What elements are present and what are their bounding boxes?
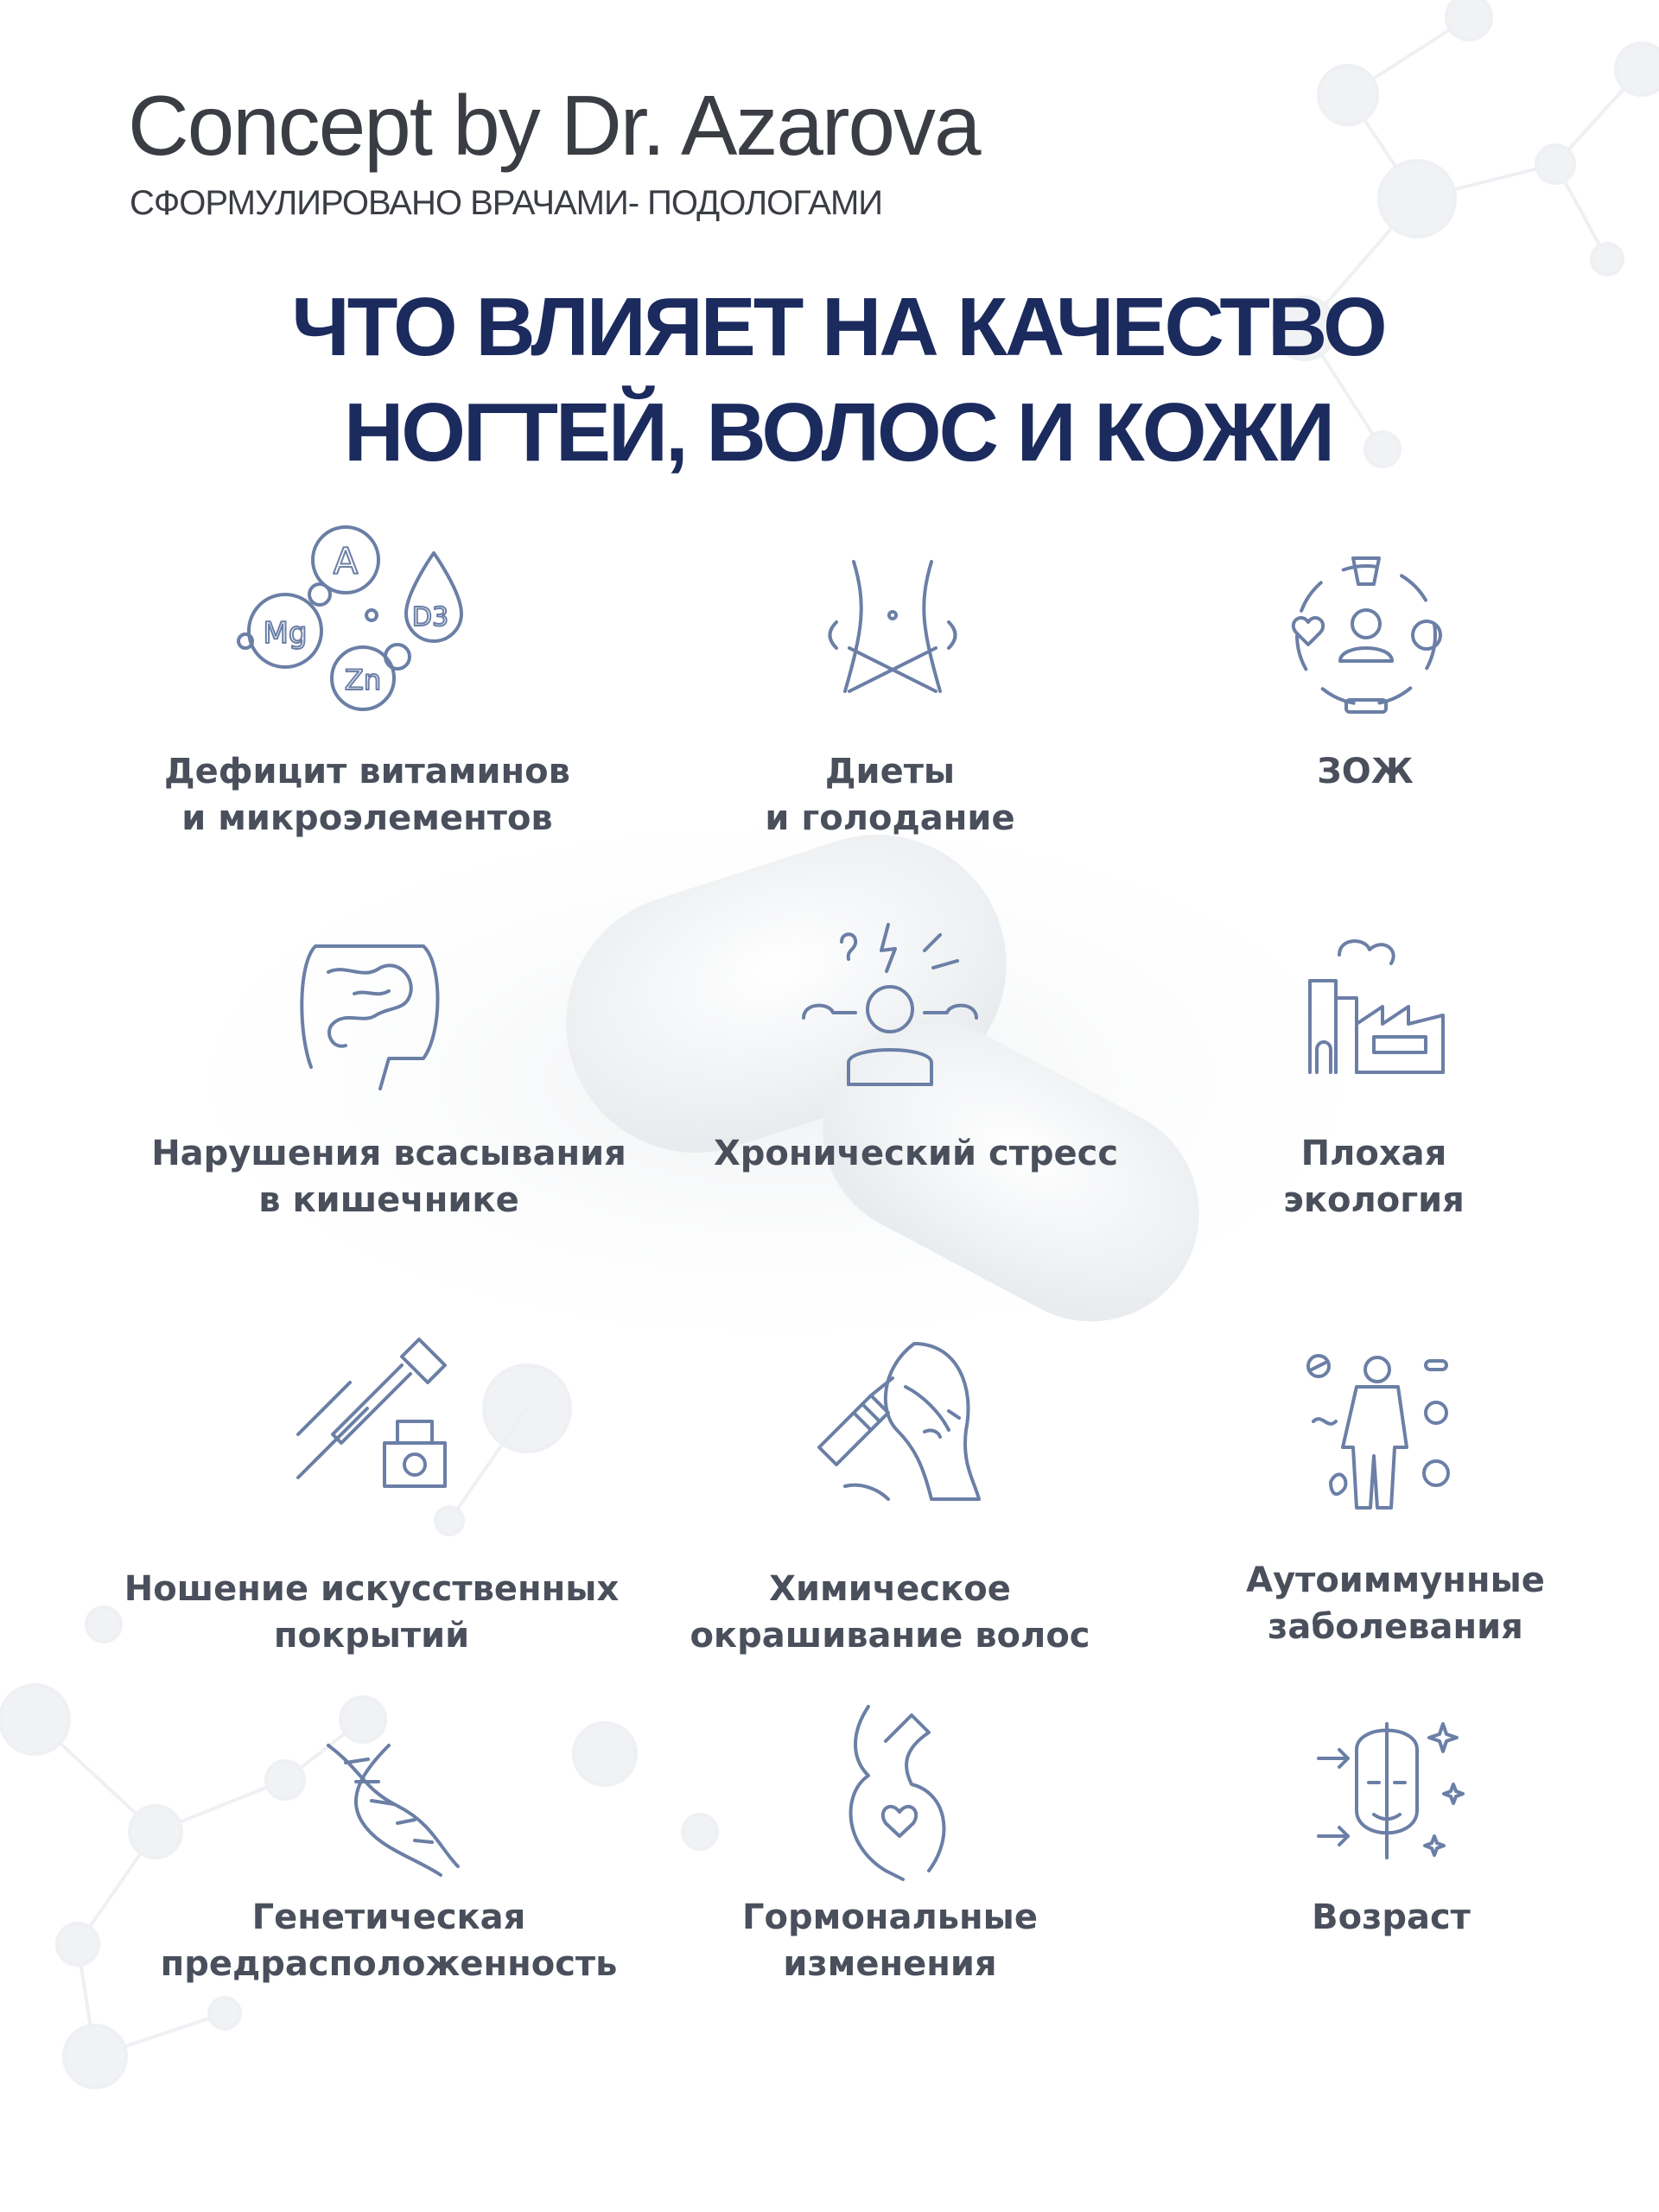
factor-label-genetics: Генетическая предрасположенность <box>160 1897 618 1984</box>
pregnancy-icon <box>834 1698 963 1887</box>
page-title-line-1: ЧТО ВЛИЯЕТ НА КАЧЕСТВО <box>291 281 1385 373</box>
factor-label-healthy-lifestyle: ЗОЖ <box>1317 752 1414 791</box>
dna-icon <box>311 1737 467 1883</box>
svg-text:Mg: Mg <box>263 616 308 651</box>
aging-face-icon <box>1313 1715 1469 1870</box>
brand-tagline: СФОРМУЛИРОВАНО ВРАЧАМИ- ПОДОЛОГАМИ <box>130 184 883 222</box>
vitamins-minerals-icon <box>233 518 484 721</box>
hair-dye-icon <box>810 1335 983 1511</box>
factory-pollution-icon <box>1305 929 1452 1079</box>
factor-label-hair-dye: Химическое окрашивание волос <box>690 1569 1090 1656</box>
factor-label-artificial-coatings: Ношение искусственных покрытий <box>124 1569 620 1656</box>
diet-waist-icon <box>819 553 966 703</box>
factor-label-intestine: Нарушения всасывания в кишечнике <box>151 1134 626 1220</box>
svg-text:D3: D3 <box>411 602 449 632</box>
intestine-icon <box>294 929 449 1096</box>
factor-label-diet: Диеты и голодание <box>765 752 1015 838</box>
stress-person-icon <box>795 916 985 1092</box>
brand-name: Concept by Dr. Azarova <box>128 78 980 173</box>
factor-label-stress: Хронический стресс <box>713 1134 1119 1173</box>
factor-label-ecology: Плохая экология <box>1283 1134 1465 1220</box>
factor-label-vitamins: Дефицит витаминов и микроэлементов <box>164 752 570 838</box>
healthy-lifestyle-icon <box>1284 553 1448 721</box>
autoimmune-body-icon <box>1305 1352 1460 1516</box>
factor-label-age: Возраст <box>1312 1897 1471 1937</box>
page-title-line-2: НОГТЕЙ, ВОЛОС И КОЖИ <box>343 386 1333 479</box>
factor-label-autoimmune: Аутоиммунные заболевания <box>1246 1560 1545 1647</box>
page-title <box>0 275 1659 486</box>
svg-text:A: A <box>333 540 359 582</box>
svg-text:Zn: Zn <box>344 664 382 696</box>
nail-polish-icon <box>289 1331 462 1507</box>
factor-label-hormones: Гормональные изменения <box>742 1897 1038 1984</box>
